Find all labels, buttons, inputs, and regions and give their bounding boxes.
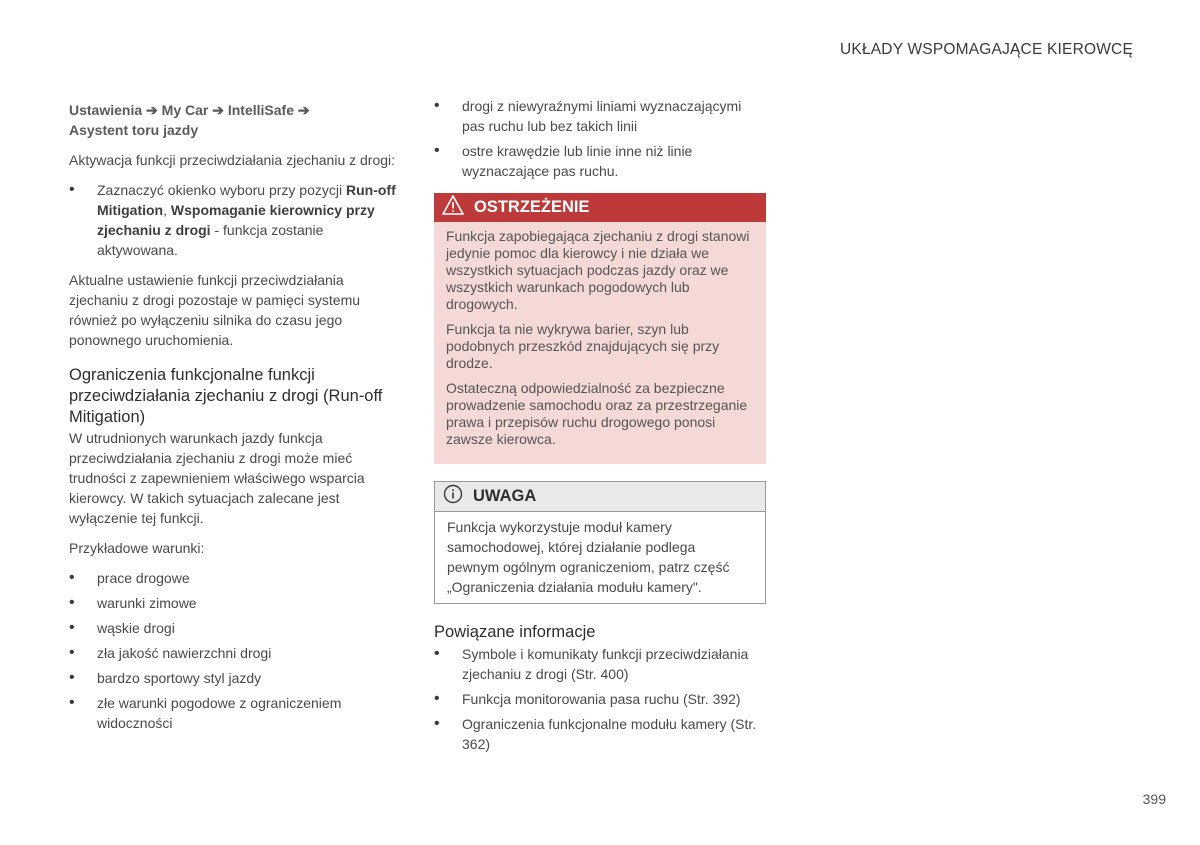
warning-header [434,193,766,222]
menu-path-item: Ustawienia [69,102,143,118]
warning-body [434,222,766,464]
note-title: UWAGA [473,487,537,505]
intro-text: Aktywacja funkcji przeciwdziałania zjechaniu z drogi: [69,152,396,168]
section-title: UKŁADY WSPOMAGAJĄCE KIEROWCĘ [840,41,1133,58]
list-item: • wąskie drogi [69,618,401,638]
limitations-text: W utrudnionych warunkach jazdy funkcja przeciwdziałania zjechaniu z drogi może mieć trudności z zapewnieniem właściwego wsparcia kierowcy. W takich sytuacjach zalecane jest wyłączenie tej funkcji. [69,430,365,526]
warning-paragraph: Funkcja zapobiegająca zjechaniu z drogi stanowi jedynie pomoc dla kierowcy i nie działa we wszystkich sytuacjach podczas jazdy oraz we wszystkich warunkach pogodowych lub drogowych. [446,228,750,312]
list-item: • złe warunki pogodowe z ograniczeniem widoczności [69,693,401,733]
memory-text: Aktualne ustawienie funkcji przeciwdziałania zjechaniu z drogi pozostaje w pamięci systemu również po wyłączeniu silnika do czasu jego ponownego uruchomienia. [69,272,361,348]
arrow-icon: ➔ [297,102,310,118]
related-link[interactable]: • Symbole i komunikaty funkcji przeciwdziałania zjechaniu z drogi (Str. 400) [434,644,766,684]
note-box [434,481,766,604]
related-link[interactable]: • Ograniczenia funkcjonalne modułu kamery (Str. 362) [434,714,766,754]
step-text: - funkcja zostanie aktywowana. [97,222,324,258]
menu-path-item: IntelliSafe [227,102,294,118]
warning-paragraph: Funkcja ta nie wykrywa barier, szyn lub podobnych przeszkód znajdujących się przy drodze. [446,321,720,371]
warning-triangle-icon [442,195,464,220]
note-header [435,482,765,512]
note-text: Funkcja wykorzystuje moduł kamery samochodowej, której działanie podlega pewnym ogólnym ograniczeniom, patrz część „Ograniczenia działania modułu kamery". [447,519,730,595]
list-item: • ostre krawędzie lub linie inne niż linie wyznaczające pas ruchu. [434,141,766,181]
warning-box [434,193,766,464]
arrow-icon: ➔ [146,102,158,118]
list-item [69,180,401,260]
related-link[interactable]: • Funkcja monitorowania pasa ruchu (Str. 392) [434,689,766,709]
list-item: • bardzo sportowy styl jazdy [69,668,401,688]
examples-label: Przykładowe warunki: [69,540,205,556]
menu-path-item: Asystent toru jazdy [69,122,199,138]
step-text: Zaznaczyć okienko wyboru przy pozycji [97,182,346,198]
list-item: • zła jakość nawierzchni drogi [69,643,401,663]
activation-steps [69,180,401,260]
limitations-heading: Ograniczenia funkcjonalne funkcji przeciwdziałania zjechaniu z drogi (Run-off Mitigation) [69,366,383,426]
step-text: , [163,202,171,218]
menu-path [69,100,401,140]
warning-paragraph: Ostateczną odpowiedzialność za bezpieczne prowadzenie samochodu oraz za przestrzeganie prawa i przepisów ruchu drogowego ponosi zawsze kierowca. [446,380,748,447]
related-list [434,644,766,754]
info-circle-icon [443,484,463,509]
page-number: 399 [1142,791,1166,807]
list-item: • drogi z niewyraźnymi liniami wyznaczającymi pas ruchu lub bez takich linii [434,96,766,136]
list-item: • prace drogowe [69,568,401,588]
menu-path-item: My Car [161,102,209,118]
conditions-list [69,568,401,733]
note-body [435,512,765,603]
option-name: Wspomaganie kierownicy przy zjechaniu z drogi [97,202,375,238]
related-heading: Powiązane informacje [434,623,596,641]
middle-column [434,96,766,764]
warning-title: OSTRZEŻENIE [474,198,590,216]
arrow-icon: ➔ [212,102,224,118]
list-item: • warunki zimowe [69,593,401,613]
conditions-list-continued [434,96,766,181]
option-name: Run-off Mitigation [97,182,396,218]
left-column [69,100,401,743]
